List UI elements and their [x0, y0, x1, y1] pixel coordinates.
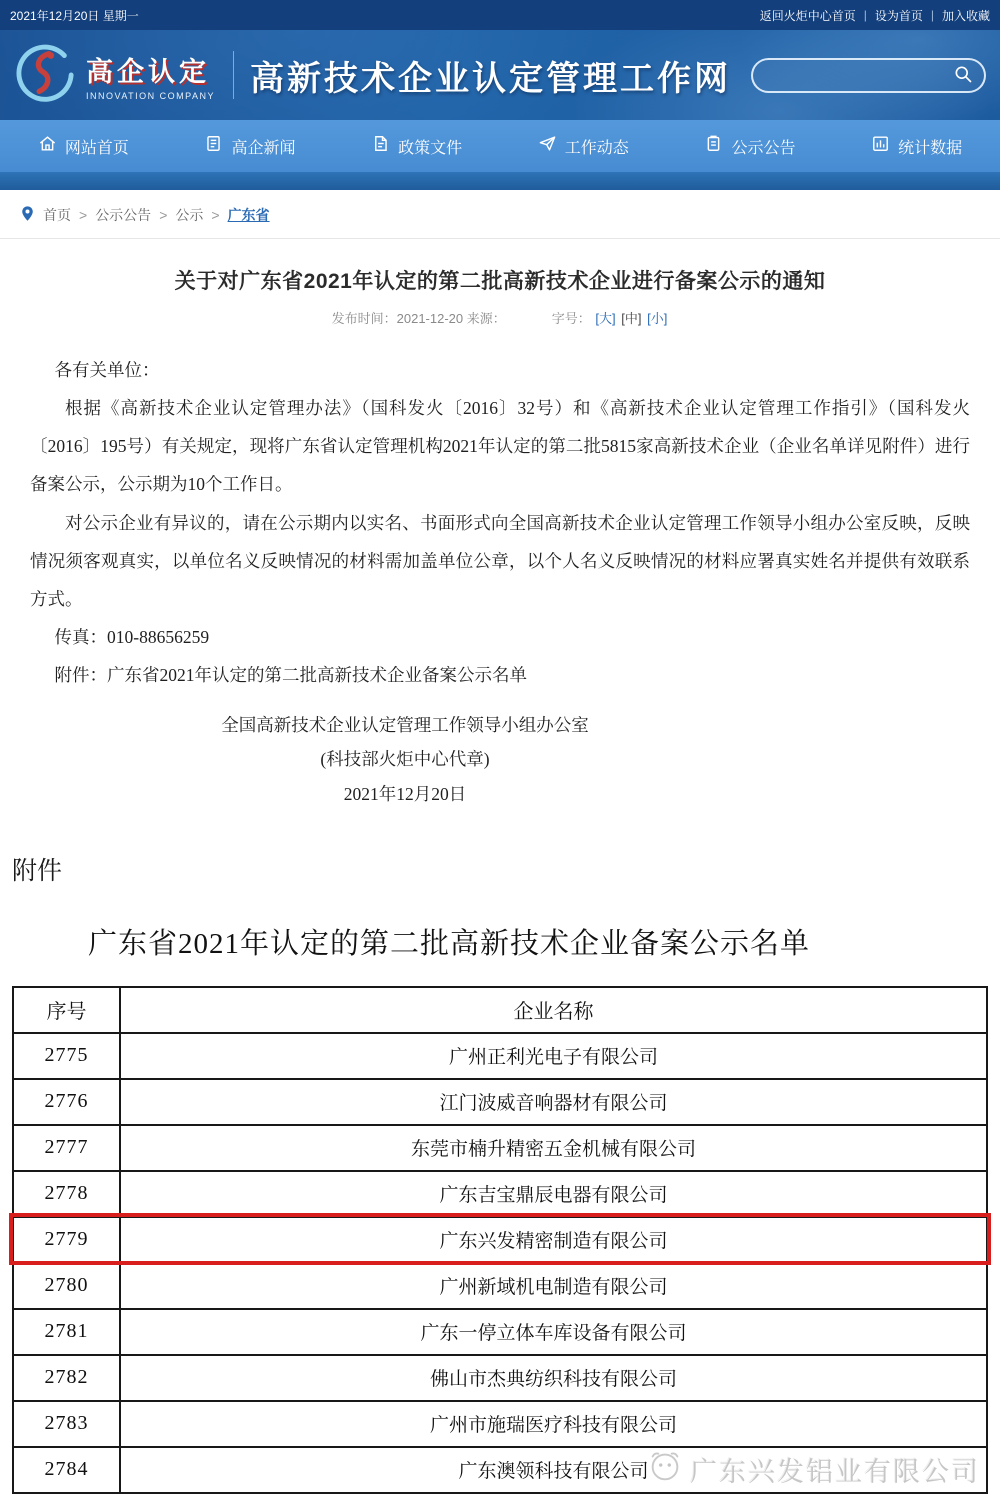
article-title: 关于对广东省2021年认定的第二批高新技术企业进行备案公示的通知 — [174, 270, 826, 293]
row-no: 2784 — [12, 1446, 119, 1492]
crumb-separator: > — [79, 207, 88, 223]
search-box[interactable] — [751, 58, 986, 93]
row-company-name: 广东吉宝鼎辰电器有限公司 — [119, 1170, 986, 1216]
bar-chart-icon — [871, 134, 890, 158]
paragraph-2: 对公示企业有异议的，请在公示期内以实名、书面形式向全国高新技术企业认定管理工作领导小组办公室反映，反映情况须客观真实，以单位名义反映情况的材料需加盖单位公章，以个人名义反映情况的材料应署真实姓名并提供有效联系方式。 — [30, 512, 970, 609]
main-nav — [0, 120, 1000, 172]
clipboard-icon — [704, 134, 723, 158]
company-table — [12, 986, 988, 1494]
topbar-separator: | — [863, 8, 867, 22]
search-input[interactable] — [767, 67, 952, 83]
back-to-torch-home-link[interactable]: 返回火炬中心首页 — [759, 8, 856, 23]
search-icon — [953, 64, 973, 87]
crumb-separator: > — [211, 207, 220, 223]
attachment-line: 附件：广东省2021年认定的第二批高新技术企业备案公示名单 — [54, 665, 527, 686]
row-no: 2775 — [12, 1032, 119, 1078]
table-row — [12, 1354, 986, 1400]
table-row — [12, 1308, 986, 1354]
nav-label: 工作动态 — [564, 139, 629, 157]
table-row — [12, 1124, 986, 1170]
breadcrumb — [0, 190, 1000, 239]
table-row-highlighted — [12, 1216, 986, 1262]
nav-item-policy[interactable] — [361, 128, 472, 164]
row-no: 2782 — [12, 1354, 119, 1400]
row-company-name: 广东兴发精密制造有限公司 — [119, 1216, 986, 1262]
table-row — [12, 1400, 986, 1446]
nav-label: 政策文件 — [398, 139, 463, 157]
site-logo[interactable] — [14, 42, 215, 109]
set-homepage-link[interactable]: 设为首页 — [874, 8, 923, 23]
article-meta — [0, 308, 1000, 327]
logo-en-text: INNOVATION COMPANY — [86, 90, 216, 101]
row-company-name: 广州市施瑞医疗科技有限公司 — [119, 1400, 986, 1446]
company-table-wrap — [12, 986, 988, 1494]
crumb-home[interactable]: 首页 — [43, 207, 71, 223]
top-utility-bar — [0, 0, 1000, 30]
col-header-name: 企业名称 — [119, 986, 986, 1032]
watermark-text: 广东兴发铝业有限公司 — [690, 1456, 980, 1487]
signature-office: 全国高新技术企业认定管理工作领导小组办公室 — [221, 715, 589, 736]
crumb-separator: > — [159, 207, 168, 223]
row-company-name: 广州新域机电制造有限公司 — [119, 1262, 986, 1308]
table-row — [12, 1446, 986, 1492]
fontsize-large-button[interactable]: [大] — [595, 311, 616, 326]
fontsize-medium-button[interactable]: [中] — [621, 311, 642, 326]
search-button[interactable] — [952, 64, 974, 86]
row-no: 2780 — [12, 1262, 119, 1308]
add-favorite-link[interactable]: 加入收藏 — [941, 8, 990, 23]
row-company-name: 广东澳领科技有限公司 — [119, 1446, 986, 1492]
row-company-name: 广州正利光电子有限公司 — [119, 1032, 986, 1078]
signature-date: 2021年12月20日 — [343, 783, 467, 804]
crumb-announcements[interactable]: 公示公告 — [95, 207, 152, 223]
nav-label: 网站首页 — [64, 139, 129, 157]
topbar-separator: | — [930, 8, 934, 22]
nav-item-statistics[interactable] — [861, 128, 972, 164]
nav-bottom-strip — [0, 172, 1000, 190]
row-no: 2776 — [12, 1078, 119, 1124]
nav-label: 高企新闻 — [231, 139, 296, 157]
signature-block — [0, 708, 905, 810]
fax-line: 传真：010-88656259 — [54, 626, 210, 647]
site-title: 高新技术企业认定管理工作网 — [250, 59, 732, 98]
nav-item-work[interactable] — [528, 128, 639, 164]
header-divider — [233, 51, 234, 99]
crumb-guangdong[interactable]: 广东省 — [227, 207, 270, 223]
row-company-name: 广东一停立体车库设备有限公司 — [119, 1308, 986, 1354]
article-body — [0, 351, 1000, 694]
fontsize-label: 字号： — [551, 311, 591, 326]
nav-item-announcements[interactable] — [694, 128, 805, 164]
logo-swoosh-icon — [14, 42, 76, 109]
attachment-table-title: 广东省2021年认定的第二批高新技术企业备案公示名单 — [88, 927, 811, 960]
row-no: 2783 — [12, 1400, 119, 1446]
paper-plane-icon — [538, 134, 557, 158]
table-row — [12, 1078, 986, 1124]
logo-cn-text: 高企认定 — [86, 56, 210, 87]
col-header-no: 序号 — [12, 986, 119, 1032]
paragraph-1: 根据《高新技术企业认定管理办法》（国科发火〔2016〕32号）和《高新技术企业认定管理工作指引》（国科发火〔2016〕195号）有关规定，现将广东省认定管理机构2021年认定的第二批5815家高新技术企业（企业名单详见附件）进行备案公示，公示期为10个工作日。 — [30, 398, 970, 495]
home-icon — [38, 134, 57, 158]
nav-label: 公示公告 — [731, 139, 796, 157]
table-row — [12, 1032, 986, 1078]
salutation: 各有关单位： — [54, 360, 160, 380]
nav-item-news[interactable] — [194, 128, 305, 164]
news-icon — [204, 134, 223, 158]
row-no: 2779 — [12, 1216, 119, 1262]
row-no: 2781 — [12, 1308, 119, 1354]
row-company-name: 江门波威音响器材有限公司 — [119, 1078, 986, 1124]
publish-info: 发布时间：2021-12-20 来源： — [331, 311, 506, 326]
location-pin-icon — [20, 205, 35, 225]
fontsize-small-button[interactable]: [小] — [647, 311, 668, 326]
nav-item-home[interactable] — [28, 128, 139, 164]
current-date: 2021年12月20日 星期一 — [10, 8, 139, 23]
table-row — [12, 1170, 986, 1216]
crumb-publicity[interactable]: 公示 — [175, 207, 204, 223]
row-company-name: 佛山市杰典纺织科技有限公司 — [119, 1354, 986, 1400]
row-company-name: 东莞市楠升精密五金机械有限公司 — [119, 1124, 986, 1170]
site-header — [0, 30, 1000, 120]
table-row — [12, 1262, 986, 1308]
attachment-heading: 附件 — [12, 857, 63, 885]
policy-doc-icon — [371, 134, 390, 158]
table-header-row — [12, 986, 986, 1032]
signature-agency: (科技部火炬中心代章) — [320, 749, 490, 770]
row-no: 2777 — [12, 1124, 119, 1170]
row-no: 2778 — [12, 1170, 119, 1216]
nav-label: 统计数据 — [898, 139, 963, 157]
